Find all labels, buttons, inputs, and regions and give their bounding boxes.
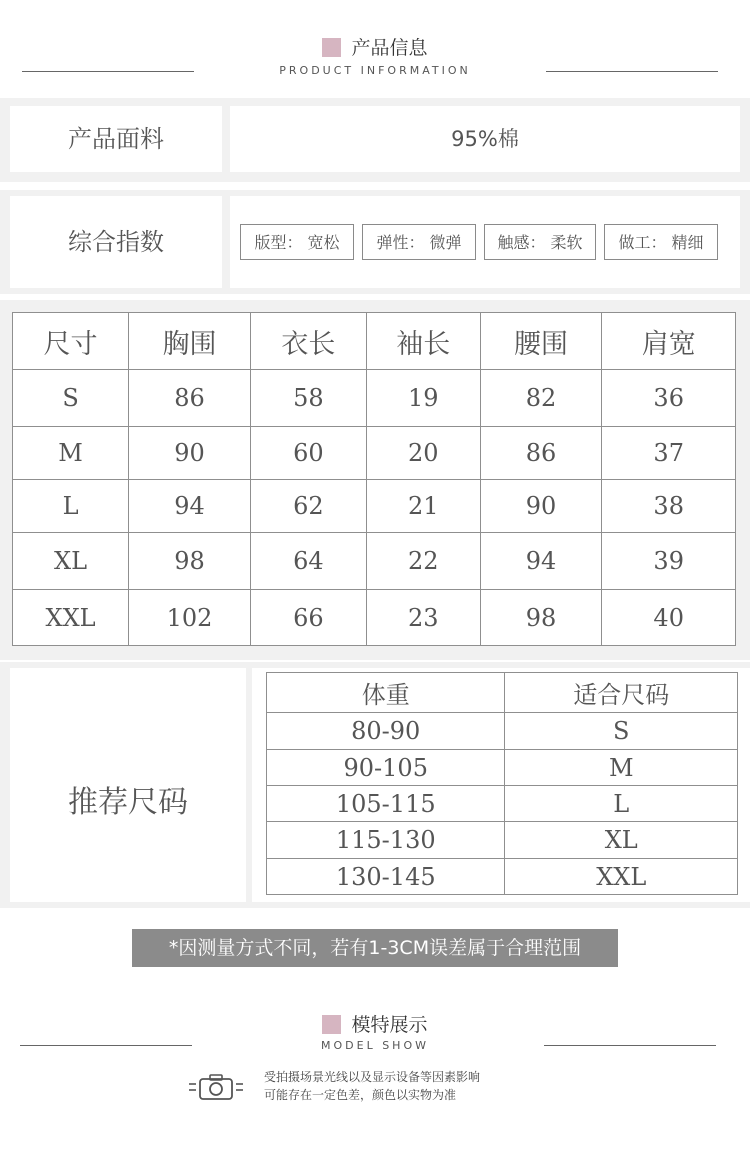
table-row [267, 859, 738, 895]
value-cell: 36 [602, 370, 736, 427]
section-subtitle: MODEL SHOW [321, 1039, 429, 1052]
value-cell: 60 [251, 427, 367, 480]
weight-cell: 105-115 [267, 786, 505, 822]
index-label: 综合指数 [10, 196, 222, 288]
recommend-section [0, 662, 750, 908]
recommend-label: 推荐尺码 [10, 668, 246, 902]
table-row [13, 590, 736, 646]
size-cell: M [13, 427, 129, 480]
table-row [13, 533, 736, 590]
size-table-header [13, 313, 736, 370]
value-cell: 39 [602, 533, 736, 590]
header-cell: 胸围 [129, 313, 251, 370]
size-cell: L [505, 786, 738, 822]
value-cell: 20 [366, 427, 480, 480]
value-cell: 19 [366, 370, 480, 427]
value-cell: 38 [602, 480, 736, 533]
measure-note: *因测量方式不同，若有1-3CM误差属于合理范围 [132, 929, 618, 967]
section-title: 产品信息 [351, 37, 428, 59]
header-cell: 肩宽 [602, 313, 736, 370]
header-cell: 袖长 [366, 313, 480, 370]
material-value: 95%棉 [230, 106, 740, 172]
size-cell: S [505, 713, 738, 750]
value-cell: 82 [480, 370, 602, 427]
value-cell: 37 [602, 427, 736, 480]
value-cell: 90 [129, 427, 251, 480]
value-cell: 64 [251, 533, 367, 590]
value-cell: 94 [129, 480, 251, 533]
value-cell: 23 [366, 590, 480, 646]
header-cell: 体重 [267, 673, 505, 713]
material-label: 产品面料 [10, 106, 222, 172]
value-cell: 86 [480, 427, 602, 480]
index-row [0, 190, 750, 294]
product-info-header [0, 0, 750, 80]
size-cell: XXL [505, 859, 738, 895]
value-cell: 62 [251, 480, 367, 533]
divider-right [546, 71, 718, 72]
weight-cell: 115-130 [267, 822, 505, 859]
value-cell: 40 [602, 590, 736, 646]
material-row [0, 98, 750, 182]
pink-square-icon [322, 1015, 341, 1034]
recommend-table-header [267, 673, 738, 713]
header-cell: 腰围 [480, 313, 602, 370]
notice-line-2: 可能存在一定色差，颜色以实物为准 [264, 1088, 457, 1102]
section-title: 模特展示 [351, 1014, 428, 1036]
value-cell: 98 [129, 533, 251, 590]
pink-square-icon [322, 38, 341, 57]
value-cell: 94 [480, 533, 602, 590]
weight-cell: 130-145 [267, 859, 505, 895]
recommend-table [266, 672, 738, 895]
value-cell: 86 [129, 370, 251, 427]
table-row [267, 713, 738, 750]
weight-cell: 80-90 [267, 713, 505, 750]
table-row [13, 370, 736, 427]
value-cell: 102 [129, 590, 251, 646]
value-cell: 58 [251, 370, 367, 427]
notice-line-1: 受拍摄场景光线以及显示设备等因素影响 [264, 1070, 481, 1084]
tag-workmanship: 做工： 精细 [604, 224, 718, 260]
color-notice [186, 1066, 566, 1110]
camera-icon [186, 1072, 246, 1102]
size-table [12, 312, 736, 646]
table-row [267, 786, 738, 822]
value-cell: 21 [366, 480, 480, 533]
value-cell: 22 [366, 533, 480, 590]
recommend-box [252, 668, 750, 902]
table-row [267, 750, 738, 786]
value-cell: 66 [251, 590, 367, 646]
size-cell: XL [505, 822, 738, 859]
tag-touch: 触感： 柔软 [484, 224, 596, 260]
size-cell: XXL [13, 590, 129, 646]
value-cell: 98 [480, 590, 602, 646]
header-cell: 尺寸 [13, 313, 129, 370]
size-section [0, 300, 750, 660]
tag-elasticity: 弹性： 微弹 [362, 224, 476, 260]
size-cell: XL [13, 533, 129, 590]
section-subtitle: PRODUCT INFORMATION [279, 64, 471, 77]
value-cell: 90 [480, 480, 602, 533]
size-cell: M [505, 750, 738, 786]
divider-right [544, 1045, 716, 1046]
table-row [13, 427, 736, 480]
size-cell: L [13, 480, 129, 533]
tag-fit: 版型： 宽松 [240, 224, 354, 260]
size-cell: S [13, 370, 129, 427]
header-cell: 适合尺码 [505, 673, 738, 713]
table-row [13, 480, 736, 533]
table-row [267, 822, 738, 859]
weight-cell: 90-105 [267, 750, 505, 786]
header-cell: 衣长 [251, 313, 367, 370]
index-tags [230, 196, 740, 288]
